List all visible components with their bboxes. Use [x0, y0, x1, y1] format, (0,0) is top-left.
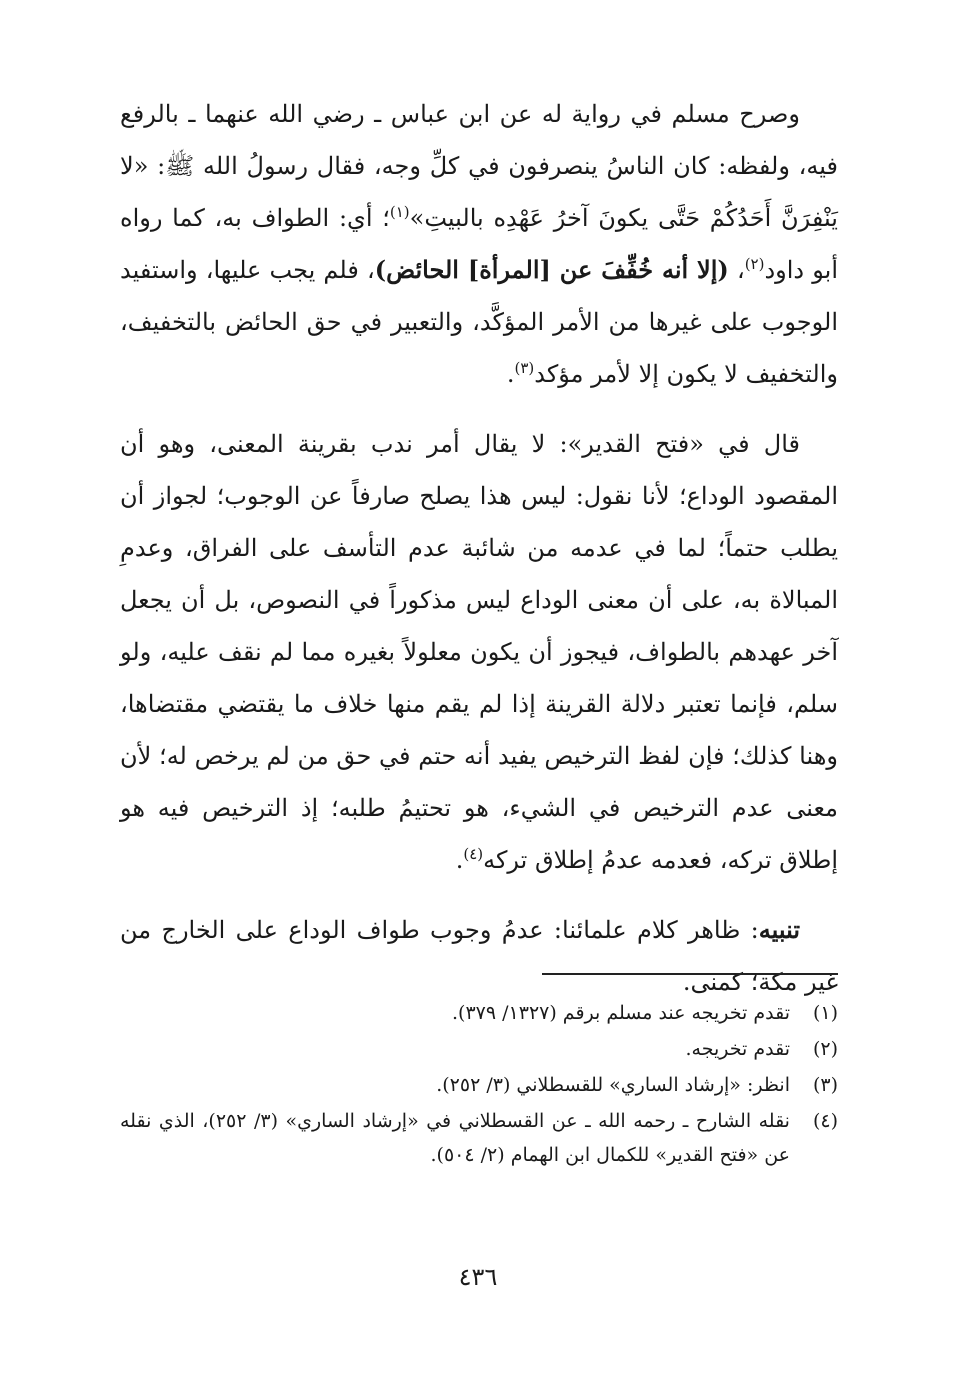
text-run: .	[506, 360, 515, 388]
footnote-number: (٣)	[812, 1074, 838, 1096]
footnote-ref: (١)	[389, 203, 410, 221]
footnotes	[120, 996, 838, 1174]
text-run: : ظاهر كلام علمائنا: عدمُ وجوب طواف الوداع على الخارج من غير مكة؛ كمنى.	[120, 916, 838, 996]
footnote-item	[120, 1104, 838, 1172]
footnote-ref: (٢)	[744, 255, 765, 273]
page-number: ٤٣٦	[458, 1263, 498, 1291]
text-run: ؛ أي: الطواف به، كما رواه أبو داود	[120, 204, 839, 284]
bold-text: تنبيه	[758, 915, 800, 944]
footnote-number: (١)	[812, 1002, 838, 1024]
footnote-ref: (٣)	[514, 359, 535, 377]
footnote-text: انظر: «إرشاد الساري» للقسطلاني (٣/ ٢٥٢).	[436, 1074, 790, 1096]
footnote-ref: (٤)	[463, 845, 484, 863]
text-run: .	[455, 846, 464, 874]
footnote-text: تقدم تخريجه.	[685, 1038, 790, 1060]
footnote-text: تقدم تخريجه عند مسلم برقم (١٣٢٧/ ٣٧٩).	[452, 1002, 790, 1024]
text-run: ، فلم يجب عليها، واستفيد الوجوب على غيرها من الأمر المؤكَّد، والتعبير في حق الحائض بالتخفيف، والتخفيف لا يكون إلا لأمر مؤكد	[120, 256, 838, 388]
footnote-item	[120, 996, 838, 1030]
text-run: وصرح مسلم في رواية له عن ابن عباس ـ رضي الله عنهما ـ بالرفع فيه، ولفظه: كان الناسُ ينصرفون في كلِّ وجه، فقال رسولُ الله ﷺ: «لا يَنْفِرَنَّ أَحَدُكُمْ حَتَّى يكونَ آخرُ عَهْدِه بالبيتِ»	[120, 100, 838, 232]
footnote-number: (٤)	[812, 1110, 838, 1132]
footnote-text: نقله الشارح ـ رحمه الله ـ عن القسطلاني في «إرشاد الساري» (٣/ ٢٥٢)، الذي نقله عن «فتح القدير» للكمال ابن الهمام (٢/ ٥٠٤).	[120, 1110, 790, 1166]
footnote-item	[120, 1032, 838, 1066]
paragraph-1	[120, 88, 838, 400]
text-run: قال في «فتح القدير»: لا يقال أمر ندب بقرينة المعنى، وهو أن المقصود الوداع؛ لأنا نقول: ليس هذا يصلح صارفاً عن الوجوب؛ لجواز أن يطلب حتماً؛ لما في عدمه من شائبة عدم التأسف على الفراق، وعدمِ المبالاة به، على أن معنى الوداع ليس مذكوراً في النصوص، بل أن يجعل آخر عهدهم بالطواف، فيجوز أن يكون معلولاً بغيره مما لم نقف عليه، ولو سلم، فإنما تعتبر دلالة القرينة إذا لم يقم منها خلاف ما يقتضي مقتضاها، وهنا كذلك؛ فإن لفظ الترخيص يفيد أنه حتم في حق من لم يرخص له؛ لأن معنى عدم الترخيص في الشيء، هو تحتيمُ طلبه؛ إذ الترخيص فيه هو إطلاق تركه، فعدمه عدمُ إطلاق تركه	[120, 430, 838, 874]
paragraph-2	[120, 418, 838, 886]
bold-text: (إلا أنه خُفِّفَ عن [المرأة] الحائض)	[374, 255, 729, 284]
main-text	[120, 88, 838, 1026]
text-run: ،	[728, 256, 745, 284]
paragraph-3-note	[120, 904, 838, 1008]
footnote-number: (٢)	[812, 1038, 838, 1060]
footnote-divider	[542, 973, 838, 975]
footnote-item	[120, 1068, 838, 1102]
